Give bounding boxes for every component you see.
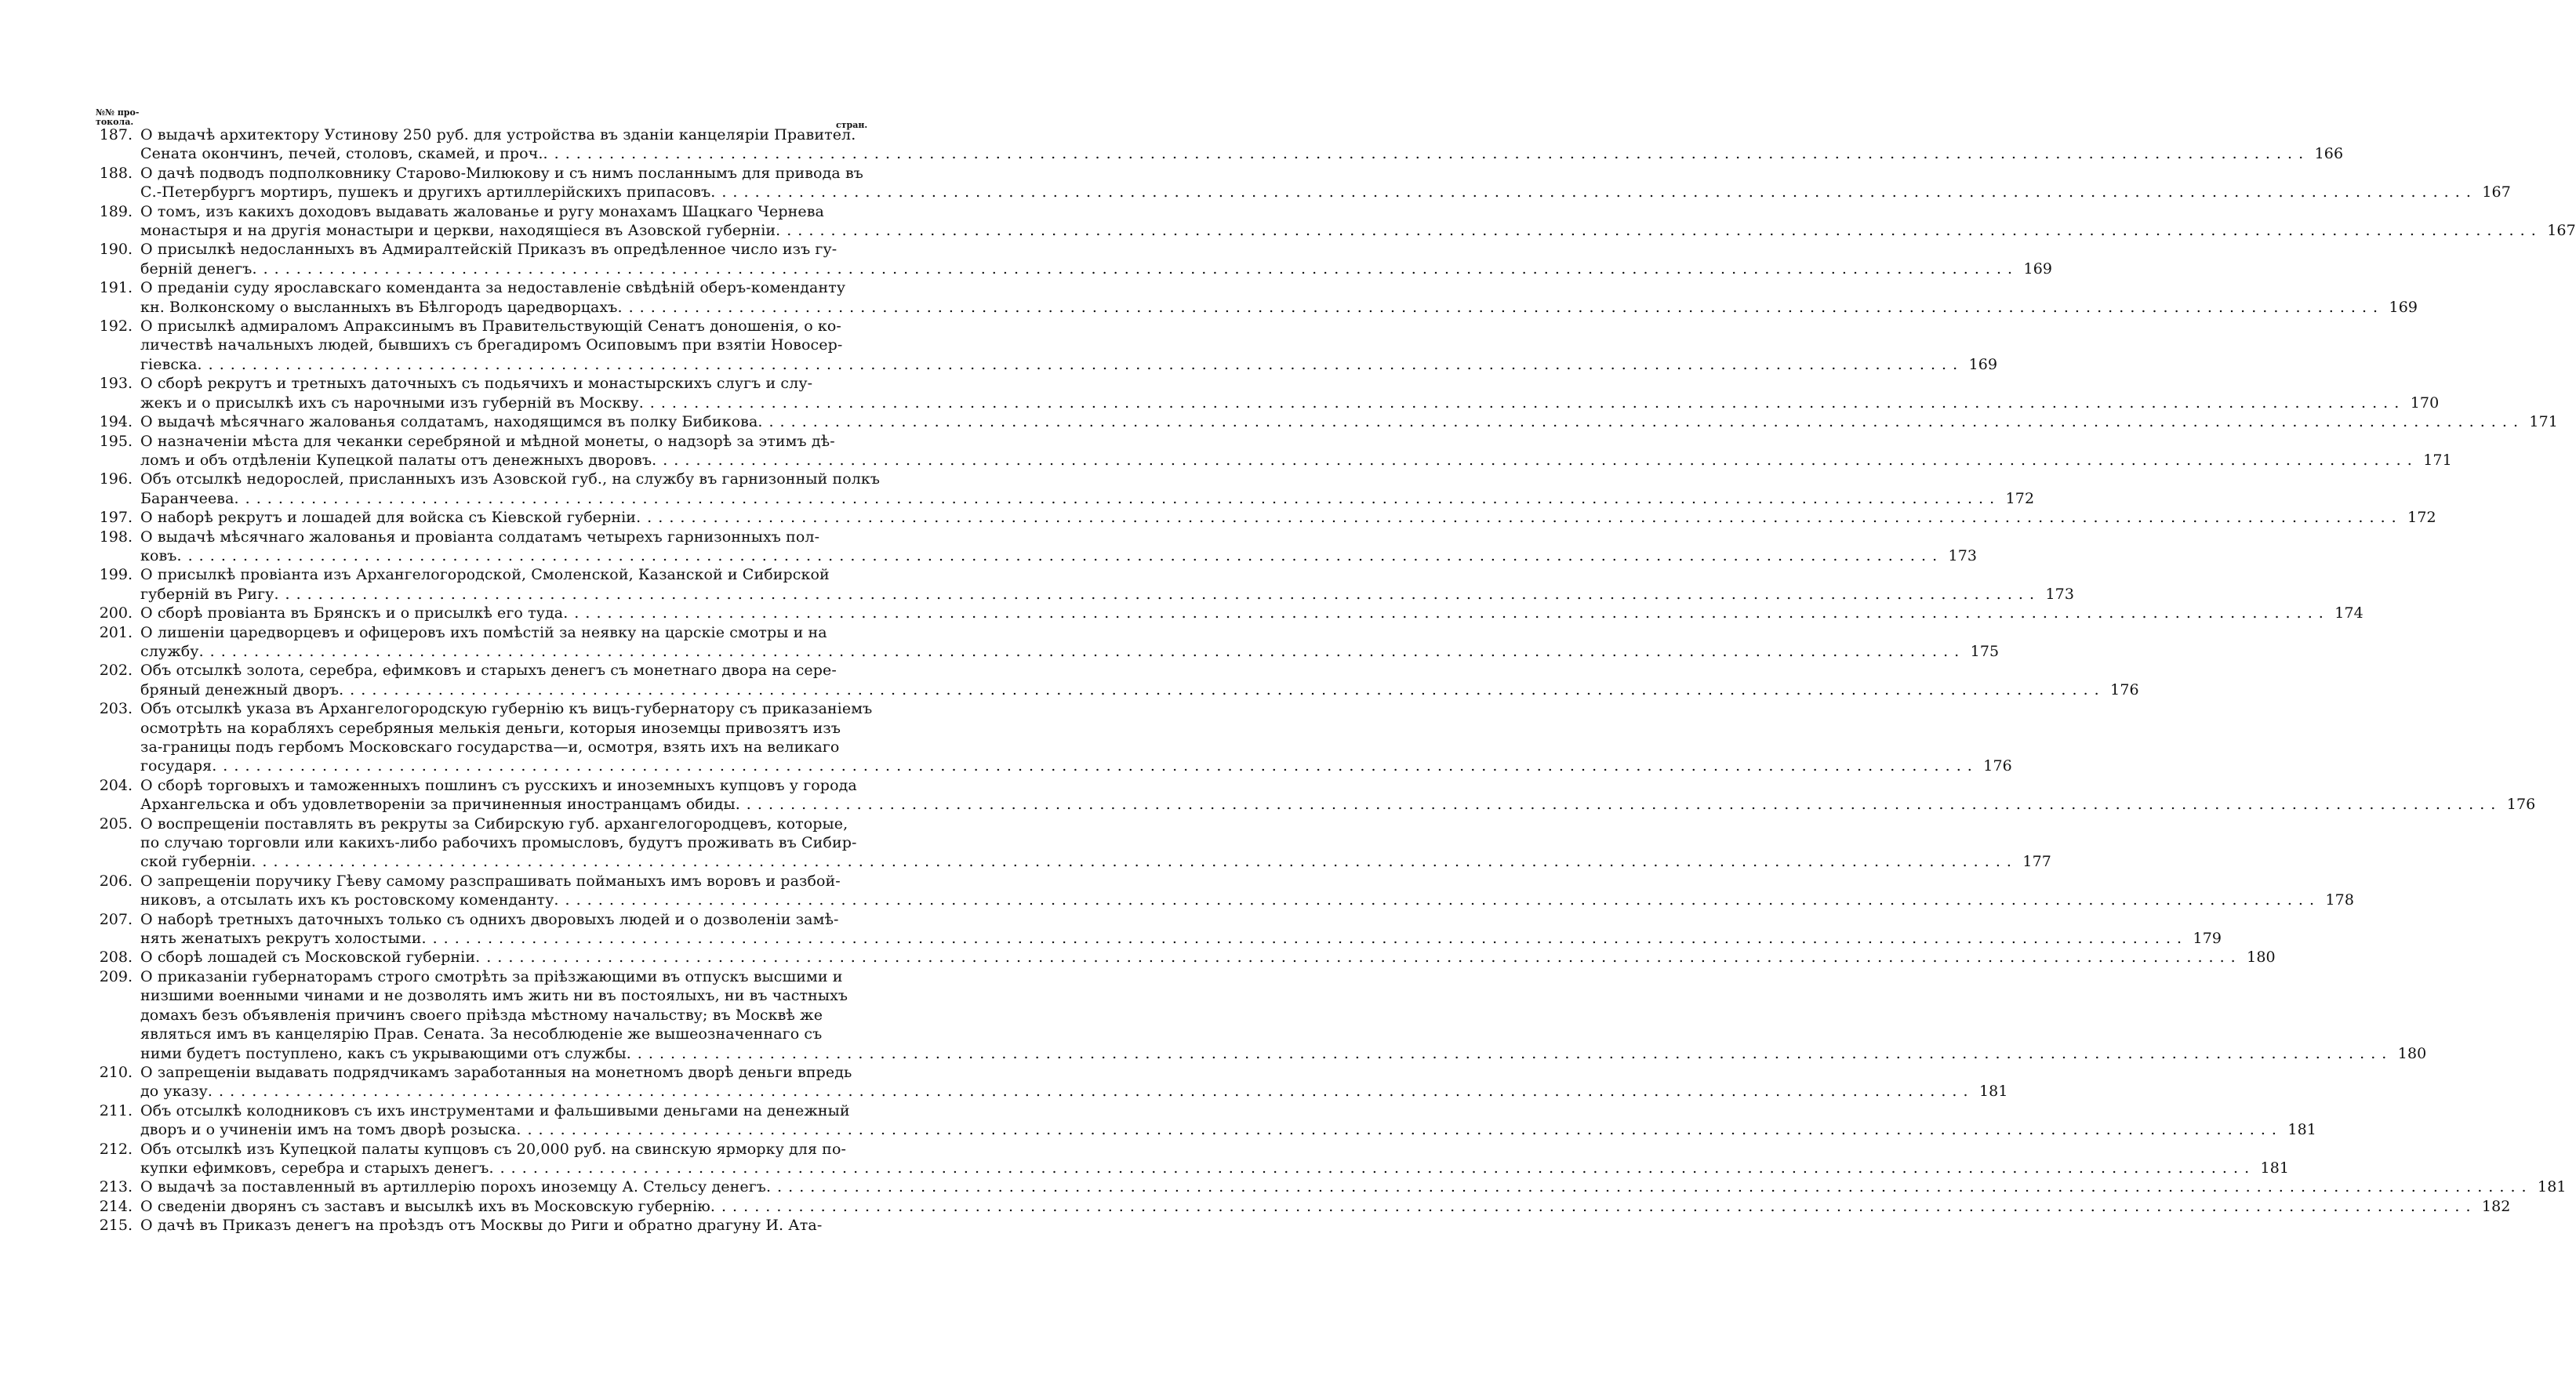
entry-text [140, 164, 2511, 202]
entry-text [140, 565, 2074, 604]
toc-entry [98, 278, 2418, 317]
entry-text [140, 202, 2576, 241]
dot-leader: . . . . . . . . . . . . . . . . . . . . . . . . . . . . . . . . . . . . . . . . . . . . . . . . . . . . . . . . . . . . . . . . . . . . . . . . . . . . . . . . . . . . . . . . . . . . . . . . . . . . . . . . . . . . . . . . . . . . . . . . . . . . . . . . . . . . . . . . . . . . . . . . . . . . . . . . . . . . . . . . [758, 413, 2519, 431]
entry-last-line [140, 929, 2222, 948]
toc-entry [98, 910, 2222, 949]
entry-line: за-границы подъ гербомъ Московскаго государства—и, осмотря, взять ихъ на великаго [140, 738, 840, 756]
toc-entry [98, 432, 2452, 470]
entry-line: О выдачѣ мѣсячнаго жалованья и провіанта солдатамъ четырехъ гарнизонныхъ пол- [140, 528, 820, 546]
toc-entry [98, 374, 2440, 412]
entry-last-line [140, 680, 2139, 699]
entry-line: монастыря и на другія монастыри и церкви, находящіеся въ Азовской губерніи [140, 222, 776, 240]
page-number: 178 [2325, 891, 2355, 909]
entry-line: О дачѣ подводъ подполковнику Старово-Милюкову и съ нимъ посланнымъ для привода въ [140, 164, 863, 182]
page-number: 182 [2481, 1197, 2511, 1215]
entry-line: губерній въ Ригу [140, 585, 274, 603]
entry-text [140, 432, 2452, 470]
entry-text [140, 1216, 878, 1235]
entry-line: никовъ, а отсылать ихъ къ ростовскому коменданту [140, 891, 554, 909]
page-number: 171 [2423, 451, 2452, 469]
entry-number: 215. [99, 1217, 133, 1235]
dot-leader: . . . . . . . . . . . . . . . . . . . . . . . . . . . . . . . . . . . . . . . . . . . . . . . . . . . . . . . . . . . . . . . . . . . . . . . . . . . . . . . . . . . . . . . . . . . . . . . . . . . . . . . . . . . . . . . . . . . . . . . . . . . . . . . . . . . . . . . . . . . . . . . . . . . . . . . . . . . . . . . . [212, 757, 1973, 775]
entry-line: дворъ и о учиненіи имъ на томъ дворѣ розыска [140, 1121, 517, 1139]
entry-last-line [140, 412, 2558, 431]
page-number: 172 [2005, 489, 2035, 507]
entry-last-line [140, 756, 2012, 775]
page-number: 181 [2287, 1121, 2316, 1139]
entry-text [140, 1177, 2567, 1196]
column-header-protocol-number [96, 108, 139, 127]
entry-last-line [140, 394, 2439, 412]
entry-last-line [140, 183, 2511, 201]
entry-line: государя [140, 757, 213, 775]
dot-leader: . . . . . . . . . . . . . . . . . . . . . . . . . . . . . . . . . . . . . . . . . . . . . . . . . . . . . . . . . . . . . . . . . . . . . . . . . . . . . . . . . . . . . . . . . . . . . . . . . . . . . . . . . . . . . . . . . . . . . . . . . . . . . . . . . . . . . . . . . . . . . . . . . . . . . . . . . . . . . . . . [652, 451, 2413, 469]
page-number: 176 [2110, 680, 2139, 698]
column-header-line: №№ про- [96, 107, 140, 118]
entry-line: бряный денежный дворъ [140, 680, 340, 698]
entry-last-line [140, 144, 2343, 163]
toc-entry [98, 470, 2035, 508]
dot-leader: . . . . . . . . . . . . . . . . . . . . . . . . . . . . . . . . . . . . . . . . . . . . . . . . . . . . . . . . . . . . . . . . . . . . . . . . . . . . . . . . . . . . . . . . . . . . . . . . . . . . . . . . . . . . . . . . . . . . . . . . . . . . . . . . . . . . . . . . . . . . . . . . . . . . . . . . . . . . . . . . [516, 1121, 2277, 1139]
toc-entry [98, 1177, 2567, 1196]
entry-line: О приказаніи губернаторамъ строго смотрѣть за пріѣзжающими въ отпускъ высшими и [140, 967, 843, 985]
entry-text [140, 508, 2436, 527]
toc-entry [98, 528, 1978, 566]
entry-text [140, 776, 2535, 814]
entry-text [140, 125, 2343, 164]
entry-line: Архангельска и объ удовлетвореніи за причиненныя иностранцамъ обиды [140, 796, 736, 814]
toc-entry [98, 661, 2139, 699]
entry-line: О сборѣ рекрутъ и третныхъ даточныхъ съ подьячихъ и монастырскихъ слугъ и слу- [140, 375, 813, 393]
entry-last-line [140, 891, 2354, 909]
page-number: 169 [2023, 259, 2053, 278]
dot-leader: . . . . . . . . . . . . . . . . . . . . . . . . . . . . . . . . . . . . . . . . . . . . . . . . . . . . . . . . . . . . . . . . . . . . . . . . . . . . . . . . . . . . . . . . . . . . . . . . . . . . . . . . . . . . . . . . . . . . . . . . . . . . . . . . . . . . . . . . . . . . . . . . . . . . . . . . . . . . . . . . [636, 509, 2397, 527]
entry-line: службу [140, 642, 199, 660]
entry-text [140, 872, 2354, 910]
entry-number: 207. [99, 910, 133, 928]
dot-leader: . . . . . . . . . . . . . . . . . . . . . . . . . . . . . . . . . . . . . . . . . . . . . . . . . . . . . . . . . . . . . . . . . . . . . . . . . . . . . . . . . . . . . . . . . . . . . . . . . . . . . . . . . . . . . . . . . . . . . . . . . . . . . . . . . . . . . . . . . . . . . . . . . . . . . . . . . . . . . . . . [274, 585, 2036, 603]
page-number: 181 [1978, 1083, 2008, 1101]
entry-last-line [140, 1177, 2567, 1196]
page-number: 175 [1970, 642, 2000, 660]
entry-line: купки ефимковъ, серебра и старыхъ денегъ [140, 1159, 489, 1177]
toc-entry [98, 1197, 2511, 1216]
entry-line: Баранчеева [140, 489, 234, 507]
entry-number: 204. [99, 776, 133, 794]
entry-number: 191. [99, 279, 133, 297]
entry-text [140, 661, 2139, 699]
entry-last-line [140, 221, 2576, 240]
entry-line: О сборѣ провіанта въ Брянскъ и о присылкѣ его туда [140, 604, 564, 622]
toc-entry [98, 164, 2511, 202]
page-number: 180 [2247, 949, 2276, 967]
dot-leader: . . . . . . . . . . . . . . . . . . . . . . . . . . . . . . . . . . . . . . . . . . . . . . . . . . . . . . . . . . . . . . . . . . . . . . . . . . . . . . . . . . . . . . . . . . . . . . . . . . . . . . . . . . . . . . . . . . . . . . . . . . . . . . . . . . . . . . . . . . . . . . . . . . . . . . . . . . . . . . . . [710, 183, 2472, 201]
entry-line: О наборѣ третныхъ даточныхъ только съ однихъ дворовыхъ людей и о дозволеніи замѣ- [140, 910, 839, 928]
entry-text [140, 278, 2418, 317]
dot-leader: . . . . . . . . . . . . . . . . . . . . . . . . . . . . . . . . . . . . . . . . . . . . . . . . . . . . . . . . . . . . . . . . . . . . . . . . . . . . . . . . . . . . . . . . . . . . . . . . . . . . . . . . . . . . . . . . . . . . . . . . . . . . . . . . . . . . . . . . . . . . . . . . . . . . . . . . . . . . . . . . [563, 604, 2324, 622]
entry-text [140, 1197, 2511, 1216]
dot-leader: . . . . . . . . . . . . . . . . . . . . . . . . . . . . . . . . . . . . . . . . . . . . . . . . . . . . . . . . . . . . . . . . . . . . . . . . . . . . . . . . . . . . . . . . . . . . . . . . . . . . . . . . . . . . . . . . . . . . . . . . . . . . . . . . . . . . . . . . . . . . . . . . . . . . . . . . . . . . . . . . [252, 259, 2014, 278]
entry-line: Объ отсылкѣ недорослей, присланныхъ изъ Азовской губ., на службу въ гарнизонный полкъ [140, 470, 881, 488]
entry-number: 199. [99, 566, 133, 584]
entry-last-line [140, 948, 2276, 967]
entry-line: О воспрещеніи поставлять въ рекруты за Сибирскую губ. архангелогородцевъ, которые, [140, 814, 848, 833]
entry-number: 195. [99, 432, 133, 450]
entry-number: 190. [99, 241, 133, 259]
entry-line: Сената окончинъ, печей, столовъ, скамей, и проч. [140, 145, 543, 163]
toc-entry [98, 967, 2427, 1063]
entry-line: О сведеніи дворянъ съ заставъ и высылкѣ ихъ въ Московскую губернію [140, 1197, 710, 1215]
page-number: 176 [1983, 757, 2012, 775]
entry-number: 213. [99, 1178, 133, 1196]
entry-line: Объ отсылкѣ указа въ Архангелогородскую губернію къ вицъ-губернатору съ приказаніемъ [140, 700, 873, 718]
dot-leader: . . . . . . . . . . . . . . . . . . . . . . . . . . . . . . . . . . . . . . . . . . . . . . . . . . . . . . . . . . . . . . . . . . . . . . . . . . . . . . . . . . . . . . . . . . . . . . . . . . . . . . . . . . . . . . . . . . . . . . . . . . . . . . . . . . . . . . . . . . . . . . . . . . . . . . . . . . . . . . . . [776, 222, 2537, 240]
entry-line: ской губерніи [140, 853, 252, 871]
entry-text [140, 374, 2439, 412]
dot-leader: . . . . . . . . . . . . . . . . . . . . . . . . . . . . . . . . . . . . . . . . . . . . . . . . . . . . . . . . . . . . . . . . . . . . . . . . . . . . . . . . . . . . . . . . . . . . . . . . . . . . . . . . . . . . . . . . . . . . . . . . . . . . . . . . . . . . . . . . . . . . . . . . . . . . . . . . . . . . . . . . [176, 546, 1938, 564]
entry-number: 194. [99, 413, 133, 431]
toc-entry [98, 623, 2000, 662]
dot-leader: . . . . . . . . . . . . . . . . . . . . . . . . . . . . . . . . . . . . . . . . . . . . . . . . . . . . . . . . . . . . . . . . . . . . . . . . . . . . . . . . . . . . . . . . . . . . . . . . . . . . . . . . . . . . . . . . . . . . . . . . . . . . . . . . . . . . . . . . . . . . . . . . . . . . . . . . . . . . . . . . [638, 394, 2400, 412]
dot-leader: . . . . . . . . . . . . . . . . . . . . . . . . . . . . . . . . . . . . . . . . . . . . . . . . . . . . . . . . . . . . . . . . . . . . . . . . . . . . . . . . . . . . . . . . . . . . . . . . . . . . . . . . . . . . . . . . . . . . . . . . . . . . . . . . . . . . . . . . . . . . . . . . . . . . . . . . . . . . . . . . [735, 796, 2497, 814]
entry-number: 206. [99, 872, 133, 890]
page-number: 172 [2407, 509, 2436, 527]
entry-number: 209. [99, 967, 133, 985]
entry-text [140, 412, 2558, 431]
entry-number: 200. [99, 604, 133, 622]
entry-text [140, 1140, 2289, 1178]
table-of-contents [98, 125, 2576, 1235]
entry-number: 210. [99, 1063, 133, 1081]
entry-line: гіевска [140, 355, 198, 373]
entry-number: 201. [99, 623, 133, 641]
entry-number: 193. [99, 375, 133, 393]
entry-line: О сборѣ лошадей съ Московской губерніи [140, 949, 476, 967]
page-number: 181 [2260, 1159, 2290, 1177]
entry-number: 202. [99, 662, 133, 680]
page-number: 173 [2045, 585, 2075, 603]
entry-number: 203. [99, 700, 133, 718]
entry-last-line [140, 1044, 2426, 1063]
entry-text [140, 470, 2034, 508]
entry-text [140, 967, 2426, 1063]
entry-line: берній денегъ [140, 259, 253, 278]
entry-line: О присылкѣ адмираломъ Апраксинымъ въ Правительствующій Сенатъ доношенія, о ко- [140, 317, 841, 336]
toc-entry [98, 1140, 2290, 1178]
toc-entry [98, 814, 2051, 872]
entry-line: по случаю торговли или какихъ-либо рабочихъ промысловъ, будутъ проживать въ Сибир- [140, 834, 857, 852]
entry-text [140, 1101, 2316, 1140]
page-number: 174 [2334, 604, 2363, 622]
entry-number: 198. [99, 528, 133, 546]
entry-last-line [140, 489, 2034, 508]
entry-last-line [140, 642, 1999, 661]
toc-entry [98, 872, 2355, 910]
toc-entry [98, 202, 2576, 241]
entry-last-line [140, 852, 2051, 871]
page-number: 167 [2482, 183, 2511, 201]
page-number: 180 [2397, 1044, 2427, 1062]
entry-line: жекъ и о присылкѣ ихъ съ нарочными изъ губерній въ Москву [140, 394, 639, 412]
entry-number: 212. [99, 1140, 133, 1158]
entry-line: ломъ и объ отдѣленіи Купецкой палаты отъ денежныхъ дворовъ [140, 451, 652, 469]
entry-line: домахъ безъ объявленія причинъ своего пріѣзда мѣстному начальству; въ Москвѣ же [140, 1006, 823, 1024]
entry-last-line [140, 795, 2535, 814]
entry-line: осмотрѣть на корабляхъ серебряныя мелькія деньги, которыя иноземцы привозятъ изъ [140, 719, 841, 737]
dot-leader: . . . . . . . . . . . . . . . . . . . . . . . . . . . . . . . . . . . . . . . . . . . . . . . . . . . . . . . . . . . . . . . . . . . . . . . . . . . . . . . . . . . . . . . . . . . . . . . . . . . . . . . . . . . . . . . . . . . . . . . . . . . . . . . . . . . . . . . . . . . . . . . . . . . . . . . . . . . . . . . . [554, 891, 2316, 909]
entry-line: Объ отсылкѣ золота, серебра, ефимковъ и старыхъ денегъ съ монетнаго двора на сере- [140, 662, 837, 680]
entry-line: О выдачѣ за поставленный въ артиллерію порохъ иноземцу А. Стельсу денегъ [140, 1178, 766, 1196]
entry-number: 211. [99, 1101, 133, 1119]
entry-text [140, 317, 1997, 374]
entry-line: О сборѣ торговыхъ и таможенныхъ пошлинъ съ русскихъ и иноземныхъ купцовъ у города [140, 776, 857, 794]
entry-number: 192. [99, 317, 133, 336]
entry-number: 188. [99, 164, 133, 182]
toc-entry [98, 1101, 2316, 1140]
entry-text [140, 1063, 2008, 1101]
entry-line: О наборѣ рекрутъ и лошадей для войска съ Кіевской губерніи [140, 509, 637, 527]
entry-last-line [140, 298, 2418, 317]
entry-last-line [140, 259, 2052, 278]
dot-leader: . . . . . . . . . . . . . . . . . . . . . . . . . . . . . . . . . . . . . . . . . . . . . . . . . . . . . . . . . . . . . . . . . . . . . . . . . . . . . . . . . . . . . . . . . . . . . . . . . . . . . . . . . . . . . . . . . . . . . . . . . . . . . . . . . . . . . . . . . . . . . . . . . . . . . . . . . . . . . . . . [207, 1083, 1969, 1101]
page-number: 181 [2538, 1178, 2567, 1196]
toc-entry [98, 604, 2363, 622]
entry-line: О преданіи суду ярославскаго коменданта за недоставленіе свѣдѣній оберъ-коменданту [140, 279, 846, 297]
column-header-page: стран. [836, 120, 868, 130]
page-number: 173 [1948, 546, 1978, 564]
entry-line: О выдачѣ мѣсячнаго жалованья солдатамъ, находящимся въ полку Бибикова [140, 413, 758, 431]
toc-entry [98, 565, 2075, 604]
dot-leader: . . . . . . . . . . . . . . . . . . . . . . . . . . . . . . . . . . . . . . . . . . . . . . . . . . . . . . . . . . . . . . . . . . . . . . . . . . . . . . . . . . . . . . . . . . . . . . . . . . . . . . . . . . . . . . . . . . . . . . . . . . . . . . . . . . . . . . . . . . . . . . . . . . . . . . . . . . . . . . . . [421, 930, 2183, 948]
entry-number: 205. [99, 814, 133, 833]
dot-leader: . . . . . . . . . . . . . . . . . . . . . . . . . . . . . . . . . . . . . . . . . . . . . . . . . . . . . . . . . . . . . . . . . . . . . . . . . . . . . . . . . . . . . . . . . . . . . . . . . . . . . . . . . . . . . . . . . . . . . . . . . . . . . . . . . . . . . . . . . . . . . . . . . . . . . . . . . . . . . . . . [710, 1197, 2472, 1215]
entry-line: Объ отсылкѣ изъ Купецкой палаты купцовъ съ 20,000 руб. на свинскую ярморку для по- [140, 1140, 847, 1158]
page-number: 171 [2529, 413, 2558, 431]
entry-text [140, 699, 2012, 776]
dot-leader: . . . . . . . . . . . . . . . . . . . . . . . . . . . . . . . . . . . . . . . . . . . . . . . . . . . . . . . . . . . . . . . . . . . . . . . . . . . . . . . . . . . . . . . . . . . . . . . . . . . . . . . . . . . . . . . . . . . . . . . . . . . . . . . . . . . . . . . . . . . . . . . . . . . . . . . . . . . . . . . . [339, 680, 2100, 698]
entry-line: до указу [140, 1083, 208, 1101]
toc-entry [98, 125, 2344, 164]
entry-number: 208. [99, 949, 133, 967]
dot-leader: . . . . . . . . . . . . . . . . . . . . . . . . . . . . . . . . . . . . . . . . . . . . . . . . . . . . . . . . . . . . . . . . . . . . . . . . . . . . . . . . . . . . . . . . . . . . . . . . . . . . . . . . . . . . . . . . . . . . . . . . . . . . . . . . . . . . . . . . . . . . . . . . . . . . . . . . . . . . . . . . [234, 489, 1996, 507]
page-number: 169 [2389, 298, 2418, 316]
entry-number: 214. [99, 1197, 133, 1215]
entry-text [140, 814, 2051, 872]
toc-entry [98, 1216, 878, 1235]
entry-last-line [140, 1159, 2289, 1177]
entry-line: О выдачѣ архитектору Устинову 250 руб. для устройства въ зданіи канцеляріи Правител. [140, 126, 856, 143]
entry-line: низшими военными чинами и не дозволять имъ жить ни въ постоялыхъ, ни въ частныхъ [140, 987, 848, 1005]
toc-entry [98, 776, 2536, 814]
entry-last-line [140, 1120, 2316, 1139]
dot-leader: . . . . . . . . . . . . . . . . . . . . . . . . . . . . . . . . . . . . . . . . . . . . . . . . . . . . . . . . . . . . . . . . . . . . . . . . . . . . . . . . . . . . . . . . . . . . . . . . . . . . . . . . . . . . . . . . . . . . . . . . . . . . . . . . . . . . . . . . . . . . . . . . . . . . . . . . . . . . . . . . [543, 145, 2305, 163]
dot-leader: . . . . . . . . . . . . . . . . . . . . . . . . . . . . . . . . . . . . . . . . . . . . . . . . . . . . . . . . . . . . . . . . . . . . . . . . . . . . . . . . . . . . . . . . . . . . . . . . . . . . . . . . . . . . . . . . . . . . . . . . . . . . . . . . . . . . . . . . . . . . . . . . . . . . . . . . . . . . . . . . [617, 298, 2379, 316]
entry-line: Объ отсылкѣ колодниковъ съ ихъ инструментами и фальшивыми деньгами на денежный [140, 1101, 850, 1119]
toc-entry [98, 1063, 2008, 1101]
toc-entry [98, 240, 2053, 278]
entry-line: О дачѣ въ Приказъ денегъ на проѣздъ отъ Москвы до Риги и обратно драгуну И. Ата- [140, 1217, 823, 1235]
entry-line: О лишеніи царедворцевъ и офицеровъ ихъ помѣстій за неявку на царскіе смотры и на [140, 623, 827, 641]
entry-last-line [140, 1216, 878, 1235]
column-header-line: токола. [96, 117, 134, 127]
toc-entry [98, 948, 2276, 967]
entry-text [140, 528, 1977, 566]
entry-text [140, 623, 1999, 662]
toc-entry [98, 508, 2436, 527]
entry-last-line [140, 508, 2436, 527]
entry-number: 196. [99, 470, 133, 488]
entry-last-line [140, 604, 2363, 622]
entry-last-line [140, 546, 1977, 565]
entry-number: 197. [99, 509, 133, 527]
entry-text [140, 910, 2222, 949]
entry-line: нять женатыхъ рекрутъ холостыми [140, 930, 422, 948]
dot-leader: . . . . . . . . . . . . . . . . . . . . . . . . . . . . . . . . . . . . . . . . . . . . . . . . . . . . . . . . . . . . . . . . . . . . . . . . . . . . . . . . . . . . . . . . . . . . . . . . . . . . . . . . . . . . . . . . . . . . . . . . . . . . . . . . . . . . . . . . . . . . . . . . . . . . . . . . . . . . . . . . [198, 642, 1960, 660]
entry-line: ними будетъ поступлено, какъ съ укрывающими отъ службы [140, 1044, 627, 1062]
entry-line: О запрещеніи поручику Гѣеву самому разспрашивать пойманыхъ имъ воровъ и разбой- [140, 872, 841, 890]
entry-line: ковъ [140, 546, 177, 564]
entry-last-line [140, 355, 1997, 374]
dot-leader: . . . . . . . . . . . . . . . . . . . . . . . . . . . . . . . . . . . . . . . . . . . . . . . . . . . . . . . . . . . . . . . . . . . . . . . . . . . . . . . . . . . . . . . . . . . . . . . . . . . . . . . . . . . . . . . . . . . . . . . . . . . . . . . . . . . . . . . . . . . . . . . . . . . . . . . . . . . . . . . . [251, 853, 2012, 871]
entry-last-line [140, 585, 2074, 604]
dot-leader: . . . . . . . . . . . . . . . . . . . . . . . . . . . . . . . . . . . . . . . . . . . . . . . . . . . . . . . . . . . . . . . . . . . . . . . . . . . . . . . . . . . . . . . . . . . . . . . . . . . . . . . . . . . . . . . . . . . . . . . . . . . . . . . . . . . . . . . . . . . . . . . . . . . . . . . . . . . . . . . . [475, 949, 2236, 967]
entry-text [140, 604, 2363, 622]
dot-leader: . . . . . . . . . . . . . . . . . . . . . . . . . . . . . . . . . . . . . . . . . . . . . . . . . . . . . . . . . . . . . . . . . . . . . . . . . . . . . . . . . . . . . . . . . . . . . . . . . . . . . . . . . . . . . . . . . . . . . . . . . . . . . . . . . . . . . . . . . . . . . . . . . . . . . . . . . . . . . . . . [489, 1159, 2251, 1177]
dot-leader: . . . . . . . . . . . . . . . . . . . . . . . . . . . . . . . . . . . . . . . . . . . . . . . . . . . . . . . . . . . . . . . . . . . . . . . . . . . . . . . . . . . . . . . . . . . . . . . . . . . . . . . . . . . . . . . . . . . . . . . . . . . . . . . . . . . . . . . . . . . . . . . . . . . . . . . . . . . . . . . . [197, 355, 1959, 373]
entry-line: являться имъ въ канцелярію Прав. Сената. За несоблюденіе же вышеозначеннаго съ [140, 1025, 823, 1043]
entry-text [140, 948, 2276, 967]
page-number: 176 [2506, 796, 2536, 814]
page-number: 169 [1968, 355, 1998, 373]
toc-entry [98, 699, 2012, 776]
entry-line: С.-Петербургъ мортиръ, пушекъ и другихъ артиллерійскихъ припасовъ [140, 183, 711, 201]
page-number: 170 [2410, 394, 2440, 412]
page-number: 177 [2022, 853, 2051, 871]
toc-entry [98, 412, 2558, 431]
page-number: 167 [2547, 222, 2576, 240]
entry-number: 187. [99, 126, 133, 143]
entry-line: О присылкѣ провіанта изъ Архангелогородской, Смоленской, Казанской и Сибирской [140, 566, 830, 584]
page-number: 179 [2193, 930, 2222, 948]
entry-line: личествѣ начальныхъ людей, бывшихъ съ брегадиромъ Осиповымъ при взятіи Новосер- [140, 336, 843, 354]
entry-last-line [140, 1082, 2008, 1101]
entry-line: О томъ, изъ какихъ доходовъ выдавать жалованье и ругу монахамъ Шацкаго Черневa [140, 202, 824, 220]
dot-leader: . . . . . . . . . . . . . . . . . . . . . . . . . . . . . . . . . . . . . . . . . . . . . . . . . . . . . . . . . . . . . . . . . . . . . . . . . . . . . . . . . . . . . . . . . . . . . . . . . . . . . . . . . . . . . . . . . . . . . . . . . . . . . . . . . . . . . . . . . . . . . . . . . . . . . . . . . . . . . . . . [765, 1178, 2527, 1196]
dot-leader: . . . . . . . . . . . . . . . . . . . . . . . . . . . . . . . . . . . . . . . . . . . . . . . . . . . . . . . . . . . . . . . . . . . . . . . . . . . . . . . . . . . . . . . . . . . . . . . . . . . . . . . . . . . . . . . . . . . . . . . . . . . . . . . . . . . . . . . . . . . . . . . . . . . . . . . . . . . . . . . . [626, 1044, 2388, 1062]
entry-line: О запрещеніи выдавать подрядчикамъ заработанныя на монетномъ дворѣ деньги впредь [140, 1063, 852, 1081]
entry-line: О назначеніи мѣста для чеканки серебряной и мѣдной монеты, о надзорѣ за этимъ дѣ- [140, 432, 835, 450]
entry-line: кн. Волконскому о высланныхъ въ Бѣлгородъ царедворцахъ [140, 298, 618, 316]
page-number: 166 [2314, 145, 2344, 163]
entry-text [140, 240, 2052, 278]
toc-entry [98, 317, 1998, 374]
entry-line: О присылкѣ недосланныхъ въ Адмиралтейскій Приказъ въ опредѣленное число изъ гу- [140, 241, 837, 259]
entry-last-line [140, 451, 2452, 470]
entry-number: 189. [99, 202, 133, 220]
entry-last-line [140, 1197, 2511, 1216]
